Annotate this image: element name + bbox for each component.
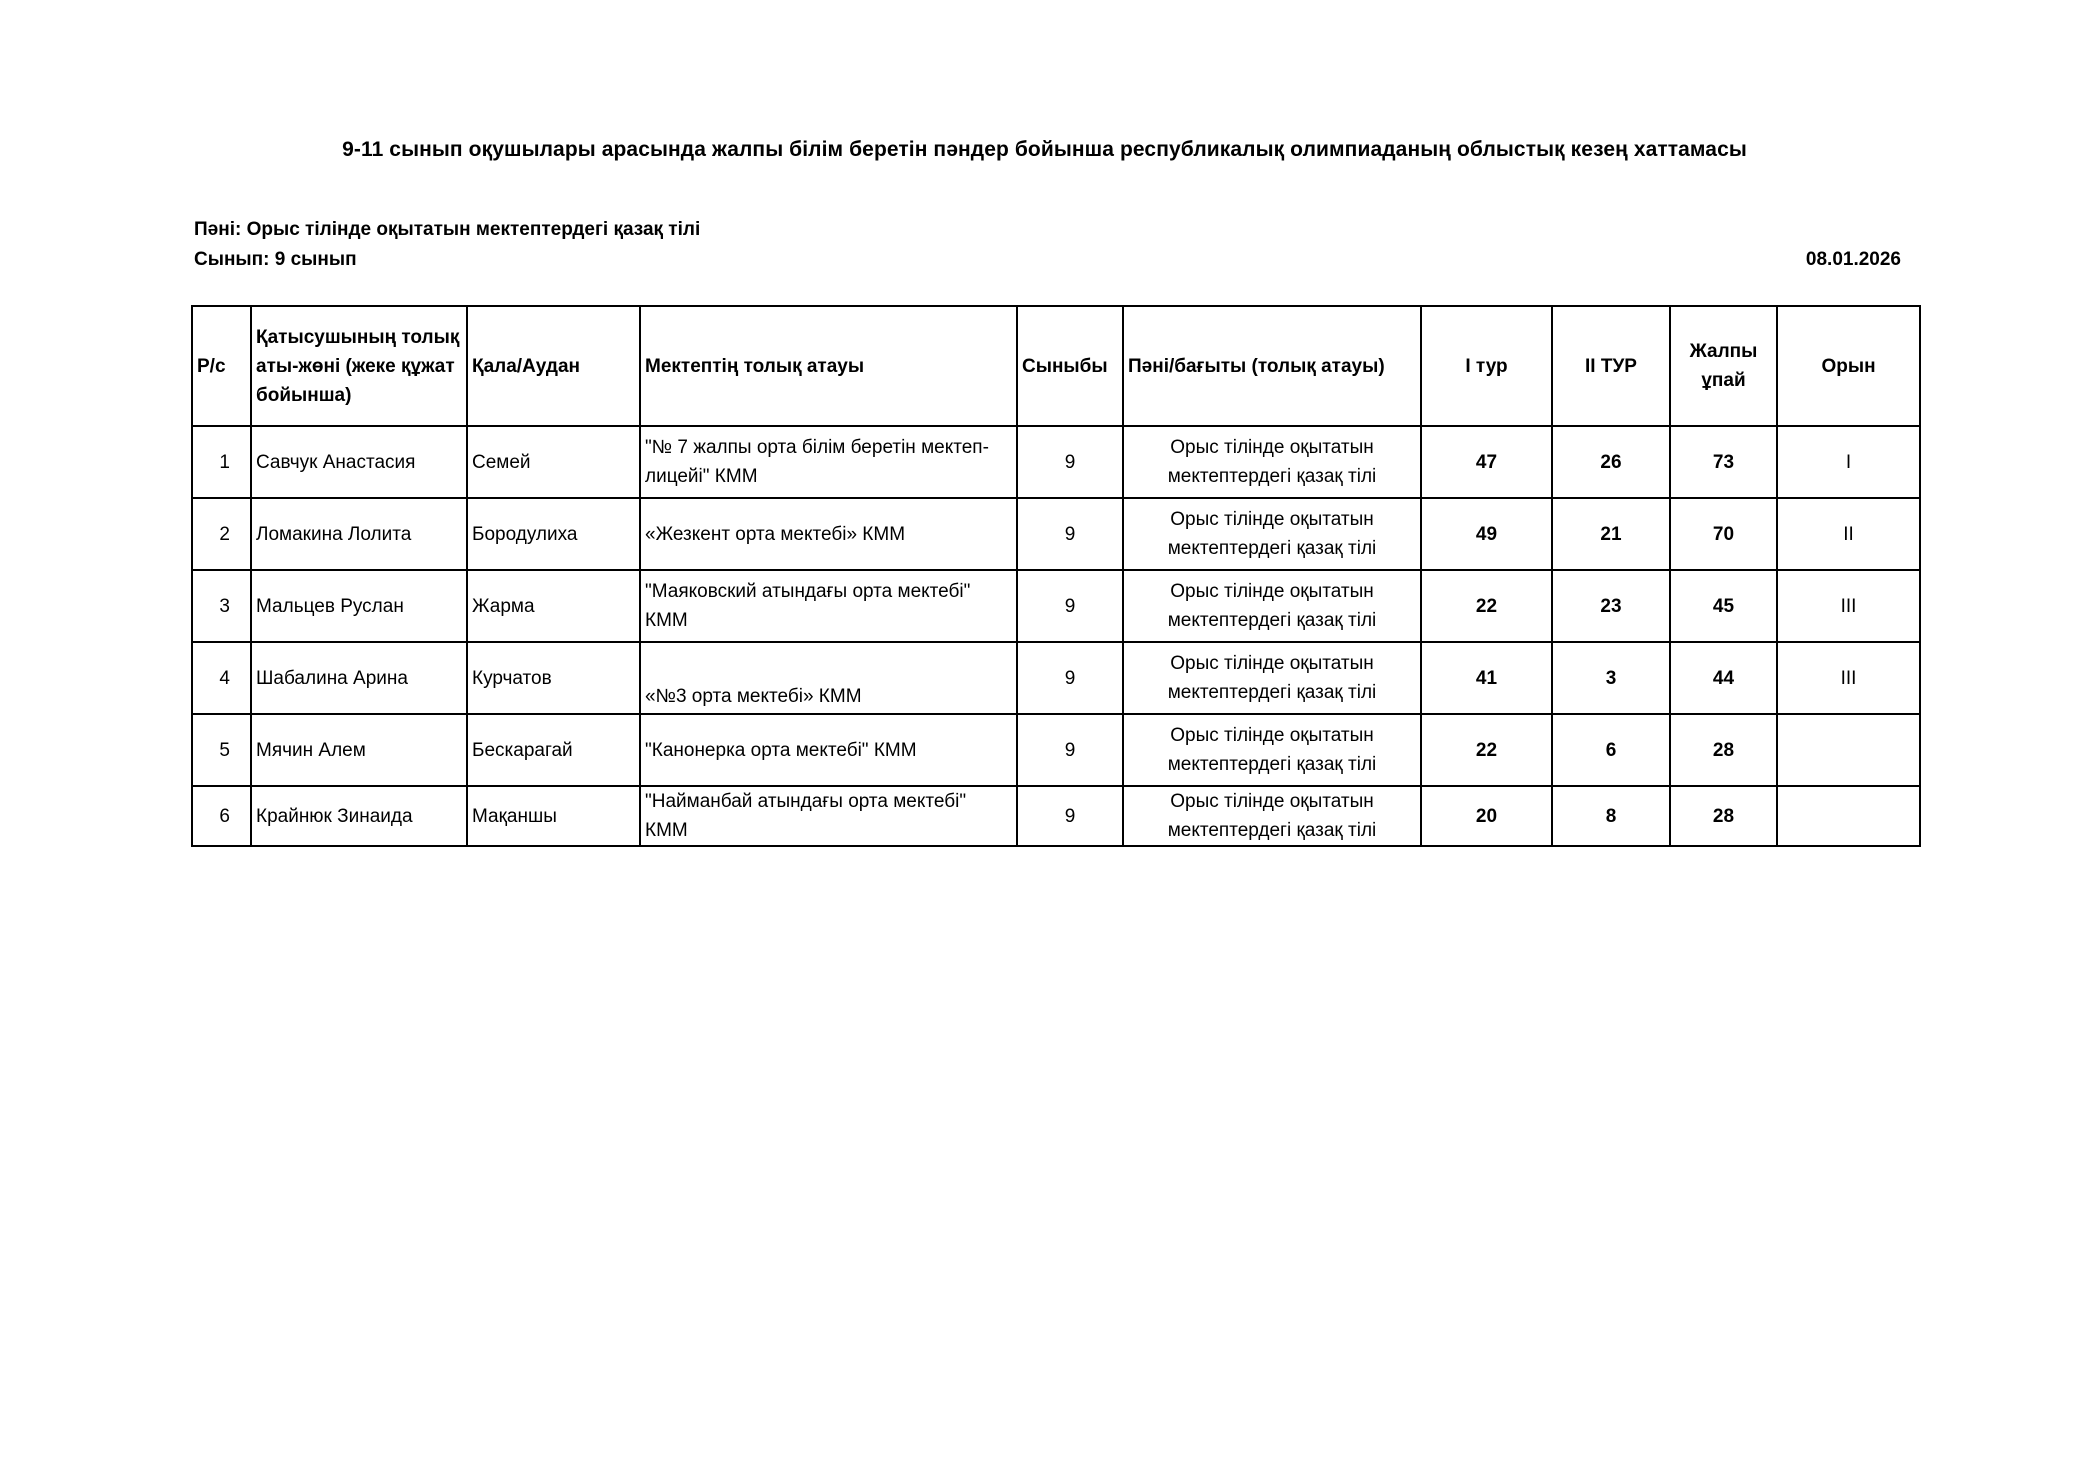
table-row	[192, 498, 1920, 570]
cell-school: «Жезкент орта мектебі» КММ	[640, 498, 1017, 570]
results-table	[191, 305, 1921, 847]
cell-name: Мячин Алем	[251, 714, 467, 786]
header-num: Р/с	[192, 306, 251, 426]
cell-subject: Орыс тілінде оқытатын мектептердегі қазақ тілі	[1123, 498, 1421, 570]
cell-grade: 9	[1017, 786, 1123, 846]
cell-city: Семей	[467, 426, 640, 498]
header-city: Қала/Аудан	[467, 306, 640, 426]
cell-city: Жарма	[467, 570, 640, 642]
cell-place: I	[1777, 426, 1920, 498]
cell-name: Шабалина Арина	[251, 642, 467, 714]
cell-subject: Орыс тілінде оқытатын мектептердегі қазақ тілі	[1123, 570, 1421, 642]
subject-line: Пәні: Орыс тілінде оқытатын мектептердегі қазақ тілі	[194, 219, 701, 240]
cell-school: "Найманбай атындағы орта мектебі" КММ	[640, 786, 1017, 846]
cell-grade: 9	[1017, 498, 1123, 570]
table-row	[192, 714, 1920, 786]
cell-school: "Маяковский атындағы орта мектебі" КММ	[640, 570, 1017, 642]
cell-place	[1777, 786, 1920, 846]
cell-city: Бородулиха	[467, 498, 640, 570]
cell-num: 4	[192, 642, 251, 714]
cell-num: 1	[192, 426, 251, 498]
cell-tour1: 41	[1421, 642, 1552, 714]
cell-total: 70	[1670, 498, 1777, 570]
cell-tour2: 21	[1552, 498, 1670, 570]
cell-tour2: 23	[1552, 570, 1670, 642]
cell-place: III	[1777, 570, 1920, 642]
cell-grade: 9	[1017, 642, 1123, 714]
cell-tour1: 22	[1421, 570, 1552, 642]
cell-tour2: 26	[1552, 426, 1670, 498]
cell-total: 45	[1670, 570, 1777, 642]
cell-name: Крайнюк Зинаида	[251, 786, 467, 846]
cell-city: Бескарагай	[467, 714, 640, 786]
cell-num: 5	[192, 714, 251, 786]
table-row	[192, 786, 1920, 846]
cell-subject: Орыс тілінде оқытатын мектептердегі қазақ тілі	[1123, 714, 1421, 786]
cell-place	[1777, 714, 1920, 786]
cell-total: 28	[1670, 714, 1777, 786]
cell-tour2: 8	[1552, 786, 1670, 846]
header-total: Жалпы ұпай	[1670, 306, 1777, 426]
cell-num: 3	[192, 570, 251, 642]
cell-place: II	[1777, 498, 1920, 570]
cell-num: 2	[192, 498, 251, 570]
header-tour2: II ТУР	[1552, 306, 1670, 426]
document-date: 08.01.2026	[1805, 249, 1901, 270]
cell-school: «№3 орта мектебі» КММ	[640, 642, 1017, 714]
cell-city: Курчатов	[467, 642, 640, 714]
cell-total: 28	[1670, 786, 1777, 846]
header-grade: Сыныбы	[1017, 306, 1123, 426]
cell-tour1: 49	[1421, 498, 1552, 570]
cell-total: 73	[1670, 426, 1777, 498]
cell-name: Савчук Анастасия	[251, 426, 467, 498]
cell-tour1: 20	[1421, 786, 1552, 846]
header-tour1: I тур	[1421, 306, 1552, 426]
cell-total: 44	[1670, 642, 1777, 714]
cell-tour2: 6	[1552, 714, 1670, 786]
cell-city: Мақаншы	[467, 786, 640, 846]
header-name: Қатысушының толық аты-жөні (жеке құжат бойынша)	[251, 306, 467, 426]
cell-tour1: 22	[1421, 714, 1552, 786]
cell-num: 6	[192, 786, 251, 846]
cell-grade: 9	[1017, 714, 1123, 786]
cell-subject: Орыс тілінде оқытатын мектептердегі қазақ тілі	[1123, 642, 1421, 714]
cell-grade: 9	[1017, 570, 1123, 642]
cell-school: "Канонерка орта мектебі" КММ	[640, 714, 1017, 786]
header-school: Мектептің толық атауы	[640, 306, 1017, 426]
table-row	[192, 426, 1920, 498]
document-title: 9-11 сынып оқушылары арасында жалпы білім беретін пәндер бойынша республикалық олимпиаданың облыстық кезең хаттамасы	[342, 138, 1747, 161]
cell-subject: Орыс тілінде оқытатын мектептердегі қазақ тілі	[1123, 426, 1421, 498]
header-subject: Пәні/бағыты (толық атауы)	[1123, 306, 1421, 426]
cell-tour2: 3	[1552, 642, 1670, 714]
cell-school: "№ 7 жалпы орта білім беретін мектеп-лицейі" КММ	[640, 426, 1017, 498]
header-place: Орын	[1777, 306, 1920, 426]
cell-name: Мальцев Руслан	[251, 570, 467, 642]
grade-line: Сынып: 9 сынып	[194, 249, 357, 270]
cell-place: III	[1777, 642, 1920, 714]
table-row	[192, 642, 1920, 714]
table-row	[192, 570, 1920, 642]
cell-grade: 9	[1017, 426, 1123, 498]
cell-name: Ломакина Лолита	[251, 498, 467, 570]
cell-tour1: 47	[1421, 426, 1552, 498]
table-header-row	[192, 306, 1920, 426]
cell-subject: Орыс тілінде оқытатын мектептердегі қазақ тілі	[1123, 786, 1421, 846]
